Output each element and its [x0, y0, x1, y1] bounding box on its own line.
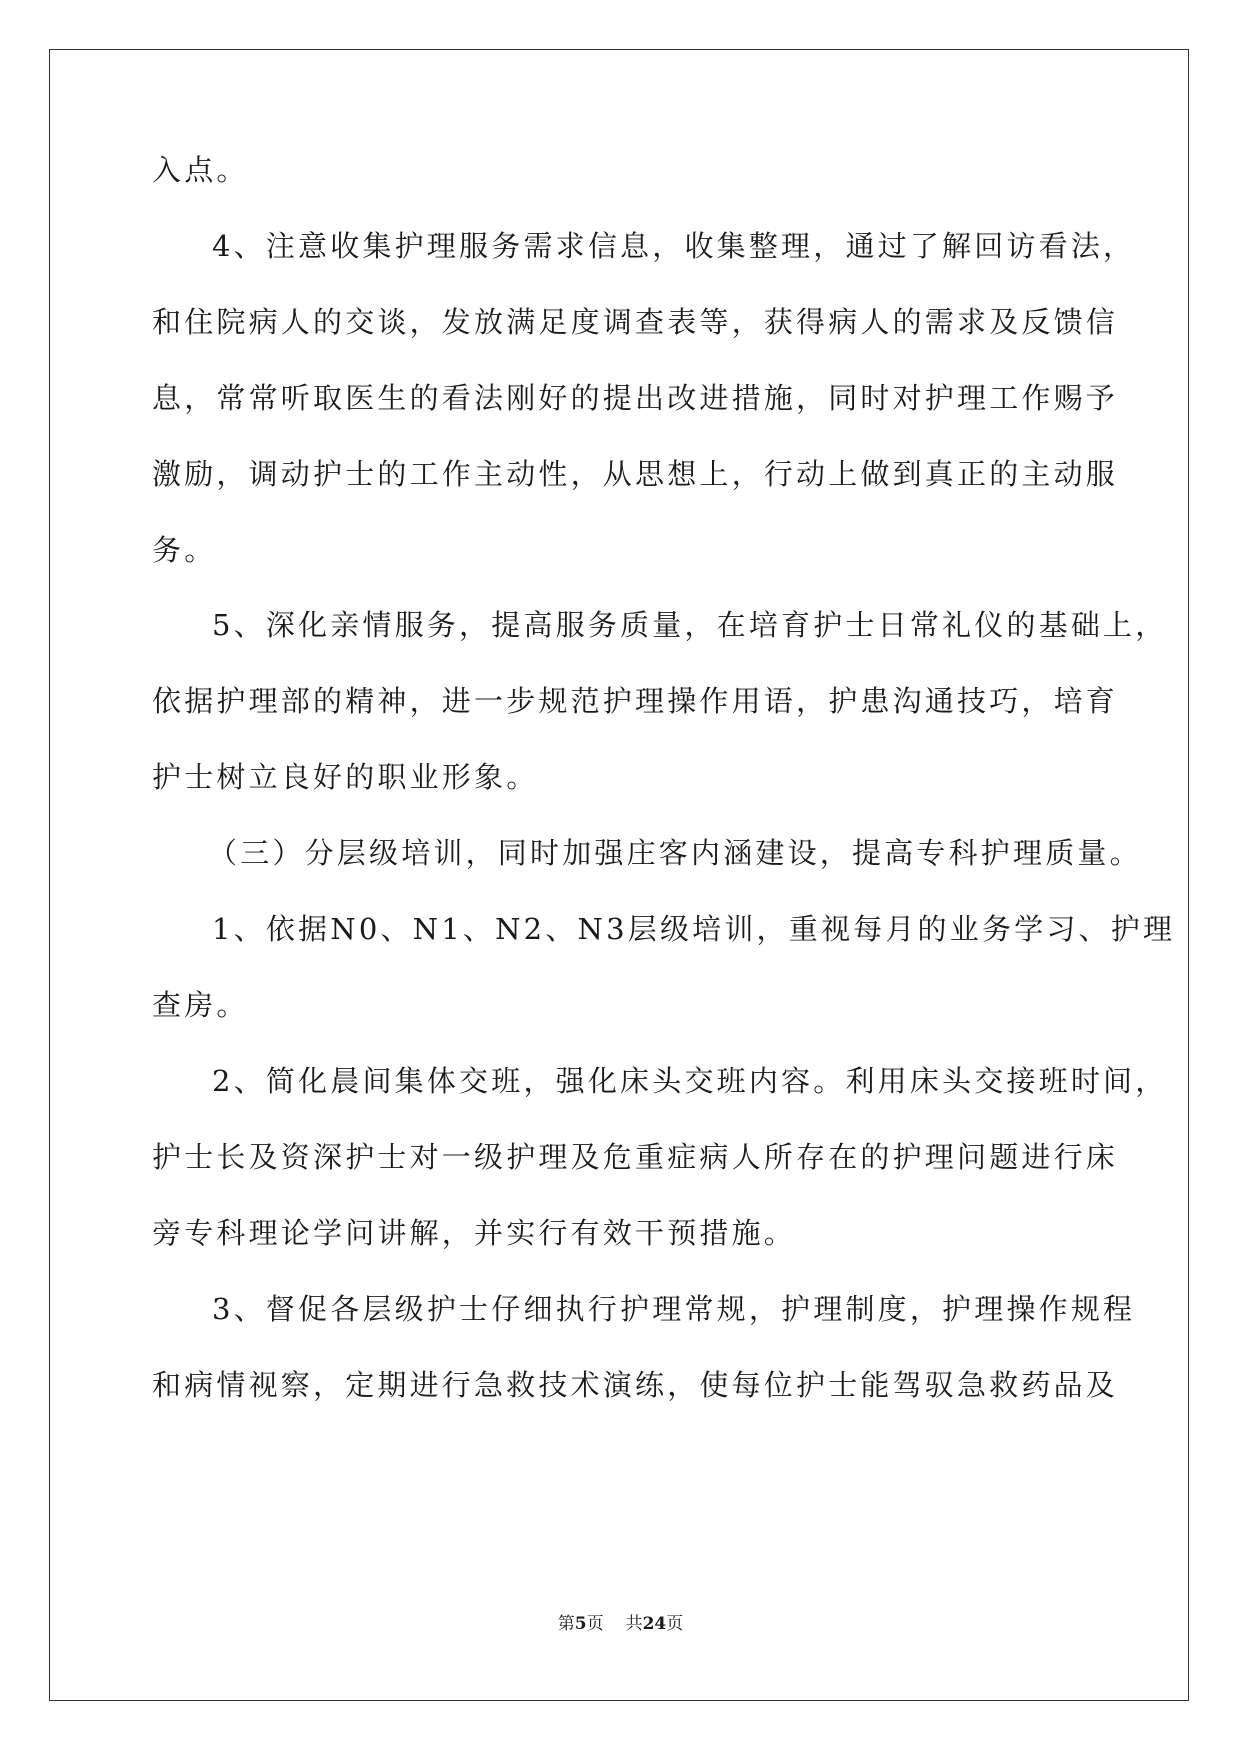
page-footer	[0, 1609, 1241, 1634]
body-line: 和住院病人的交谈，发放满足度调查表等，获得病人的需求及反馈信	[152, 305, 1119, 339]
body-line: 护士长及资深护士对一级护理及危重症病人所存在的护理问题进行床	[152, 1140, 1119, 1174]
body-line: 入点。	[152, 153, 249, 187]
body-line: 5、深化亲情服务，提高服务质量，在培育护士日常礼仪的基础上，	[212, 608, 1168, 642]
page-border	[49, 49, 1189, 1701]
body-line: 2、简化晨间集体交班，强化床头交班内容。利用床头交接班时间，	[212, 1064, 1168, 1098]
current-page-number: 5	[574, 1614, 587, 1634]
body-line: 护士树立良好的职业形象。	[152, 760, 539, 794]
body-line: 旁专科理论学问讲解，并实行有效干预措施。	[152, 1216, 797, 1250]
body-line: 息，常常听取医生的看法刚好的提出改进措施，同时对护理工作赐予	[152, 381, 1119, 415]
body-line: 查房。	[152, 988, 249, 1022]
body-line: 4、注意收集护理服务需求信息，收集整理，通过了解回访看法，	[212, 229, 1136, 263]
section-heading: （三）分层级培训，同时加强庄客内涵建设，提高专科护理质量。	[208, 836, 1142, 870]
body-line: 3、督促各层级护士仔细执行护理常规，护理制度，护理操作规程	[212, 1292, 1136, 1326]
body-line: 依据护理部的精神，进一步规范护理操作用语，护患沟通技巧，培育	[152, 684, 1119, 718]
body-line: 激励，调动护士的工作主动性，从思想上，行动上做到真正的主动服	[152, 457, 1119, 491]
footer-total-prefix: 共	[625, 1614, 643, 1634]
body-line: 和病情视察，定期进行急救技术演练，使每位护士能驾驭急救药品及	[152, 1368, 1119, 1402]
footer-total-suffix: 页	[666, 1614, 684, 1634]
body-line: 1、依据N0、N1、N2、N3层级培训，重视每月的业务学习、护理	[212, 912, 1176, 946]
body-line: 务。	[152, 533, 217, 567]
total-pages-number: 24	[642, 1614, 667, 1634]
footer-prefix: 第	[557, 1614, 575, 1634]
footer-page-suffix: 页	[586, 1614, 604, 1634]
